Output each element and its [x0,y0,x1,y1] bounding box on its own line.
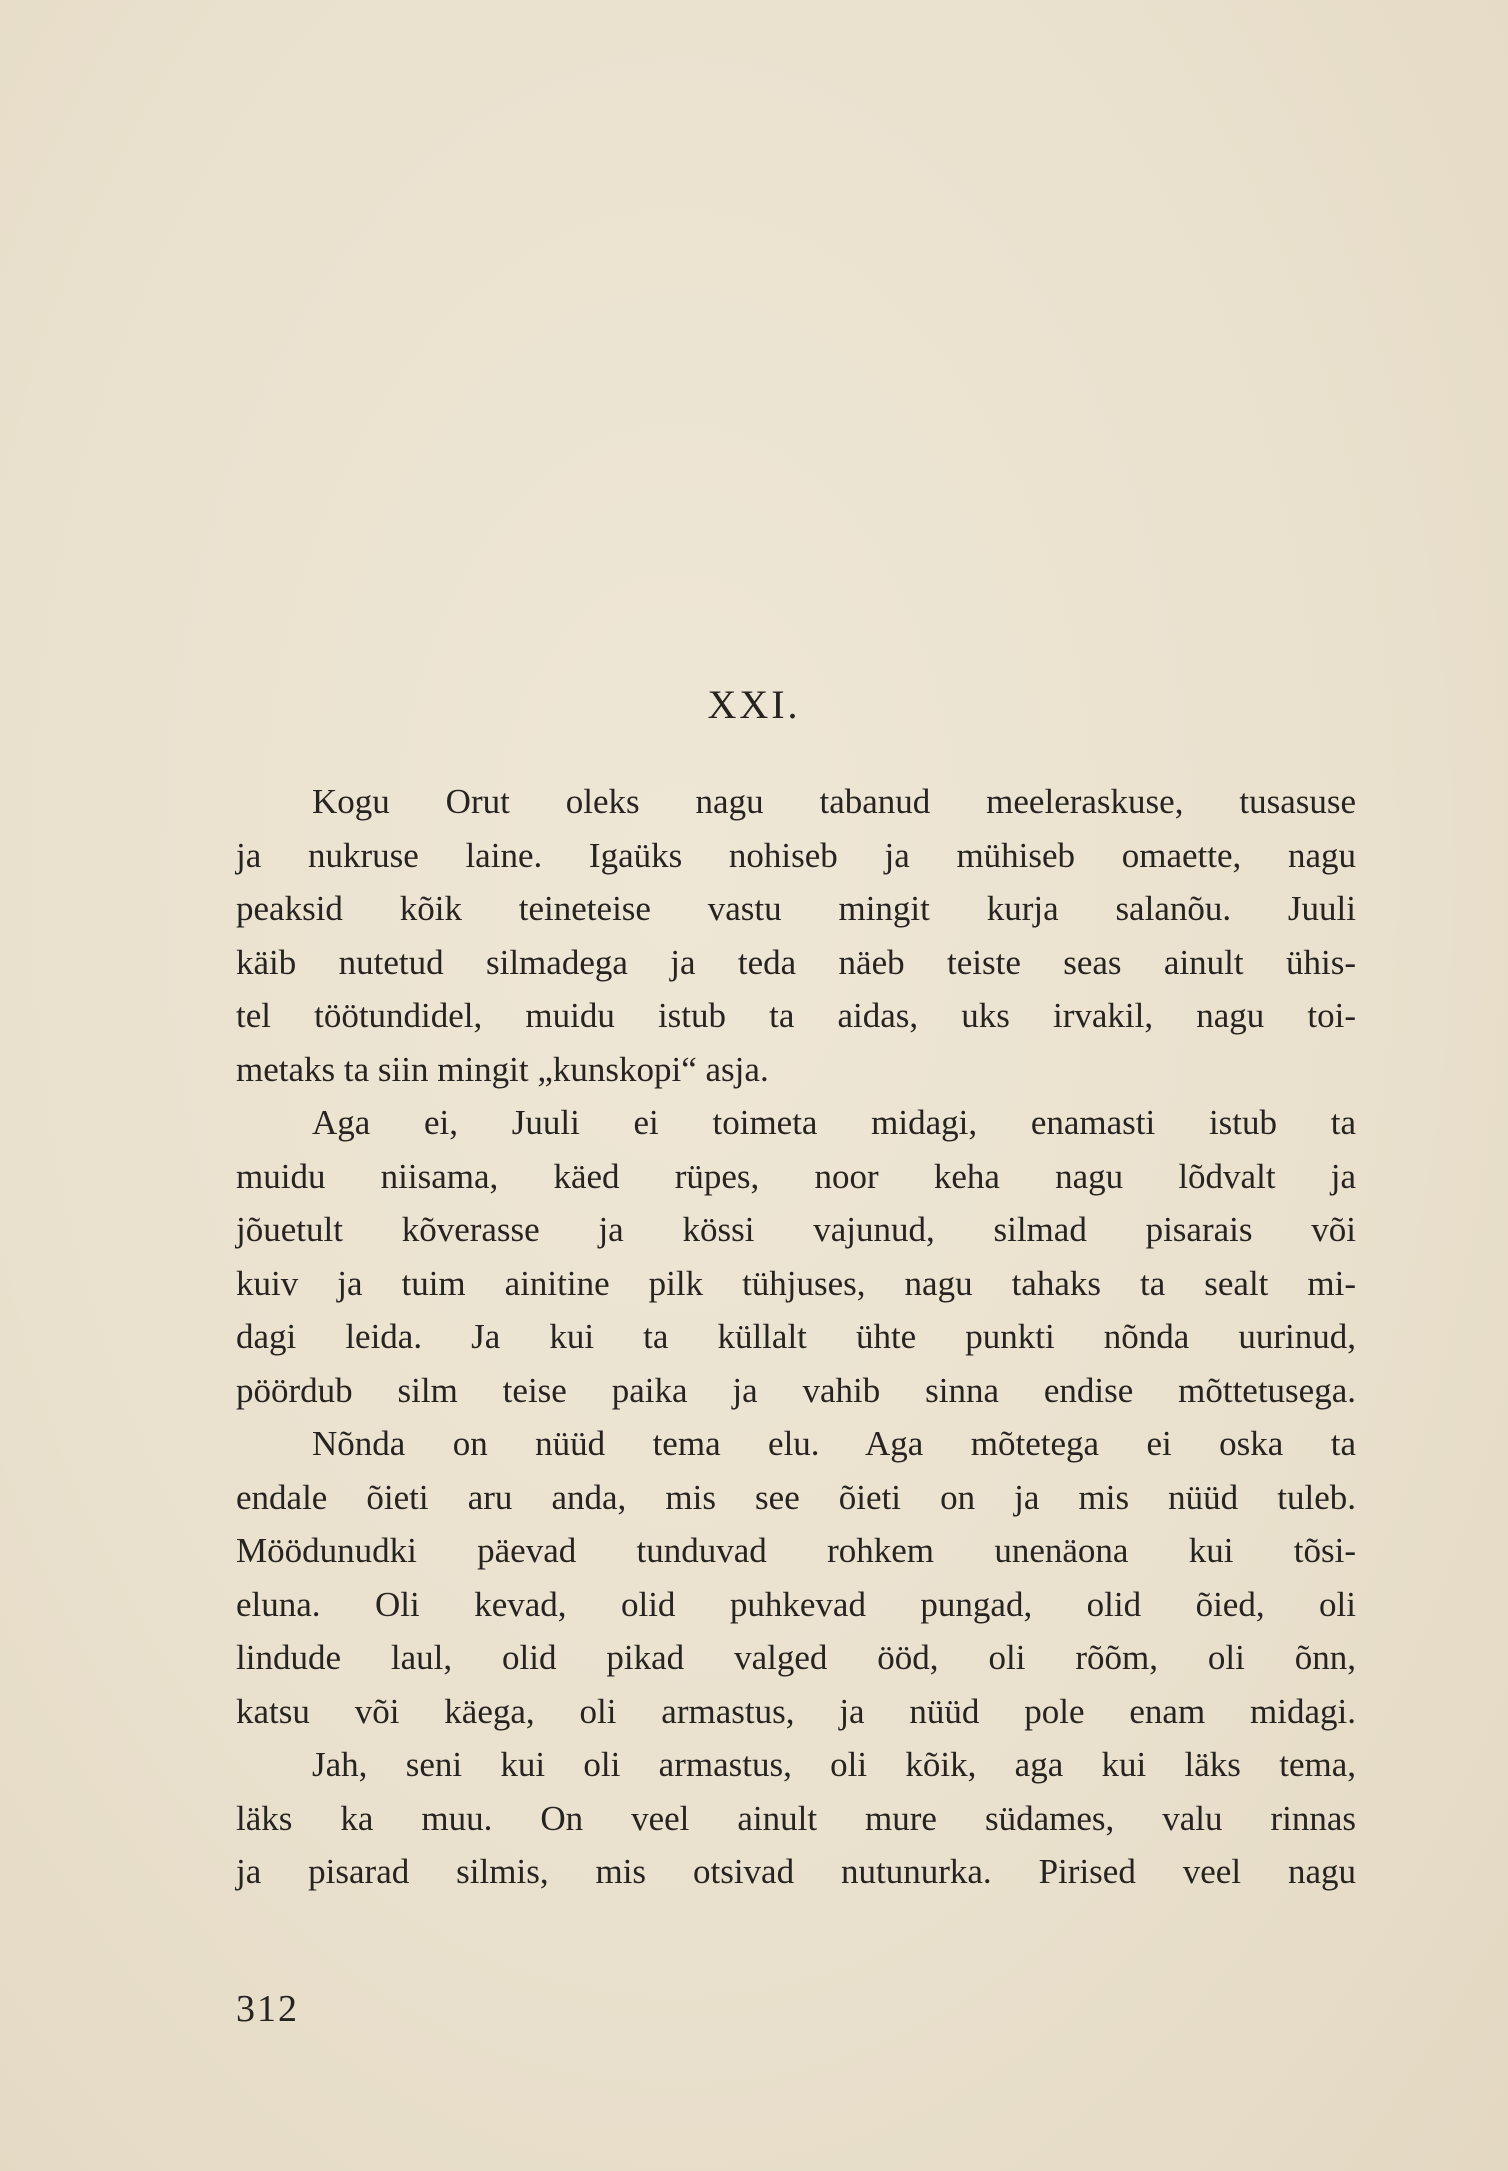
text-line: lindude laul, olid pikad valged ööd, oli rõõm, oli õnn, [236,1638,1356,1677]
text-line: Kogu Orut oleks nagu tabanud meeleraskuse, tusasuse [312,782,1356,821]
text-line: läks ka muu. On veel ainult mure südames, valu rinnas [236,1798,1356,1838]
text-line: tel töötundidel, muidu istub ta aidas, uks irvakil, nagu toi- [236,996,1356,1035]
chapter-heading: XXI. [707,682,801,727]
text-line: eluna. Oli kevad, olid puhkevad pungad, olid õied, oli [236,1584,1356,1624]
text-line: jõuetult kõverasse ja kössi vajunud, silmad pisarais või [236,1210,1356,1249]
text-line: muidu niisama, käed rüpes, noor keha nagu lõdvalt ja [236,1156,1356,1196]
text-line: ja pisarad silmis, mis otsivad nutunurka. Pirised veel nagu [236,1852,1356,1891]
text-line: pöördub silm teise paika ja vahib sinna endise mõttetusega. [236,1370,1356,1410]
text-line: Jah, seni kui oli armastus, oli kõik, aga kui läks tema, [312,1745,1356,1784]
text-line: Möödunudki päevad tunduvad rohkem unenäona kui tõsi- [236,1531,1356,1570]
text-line: kuiv ja tuim ainitine pilk tühjuses, nagu tahaks ta sealt mi- [236,1263,1356,1303]
text-line: Aga ei, Juuli ei toimeta midagi, enamasti istub ta [312,1103,1356,1142]
body-text [236,775,1356,1899]
text-line: Nõnda on nüüd tema elu. Aga mõtetega ei oska ta [312,1424,1356,1463]
page-number: 312 [236,1988,299,2030]
text-line: metaks ta siin mingit „kunskopi“ asja. [236,1049,769,1089]
text-line: katsu või käega, oli armastus, ja nüüd pole enam midagi. [236,1691,1356,1731]
text-line: peaksid kõik teineteise vastu mingit kurja salanõu. Juuli [236,889,1356,928]
text-line: endale õieti aru anda, mis see õieti on ja mis nüüd tuleb. [236,1477,1356,1517]
text-line: dagi leida. Ja kui ta küllalt ühte punkti nõnda uurinud, [236,1317,1356,1356]
text-line: ja nukruse laine. Igaüks nohiseb ja mühiseb omaette, nagu [236,835,1356,875]
text-line: käib nutetud silmadega ja teda näeb teiste seas ainult ühis- [236,942,1356,982]
